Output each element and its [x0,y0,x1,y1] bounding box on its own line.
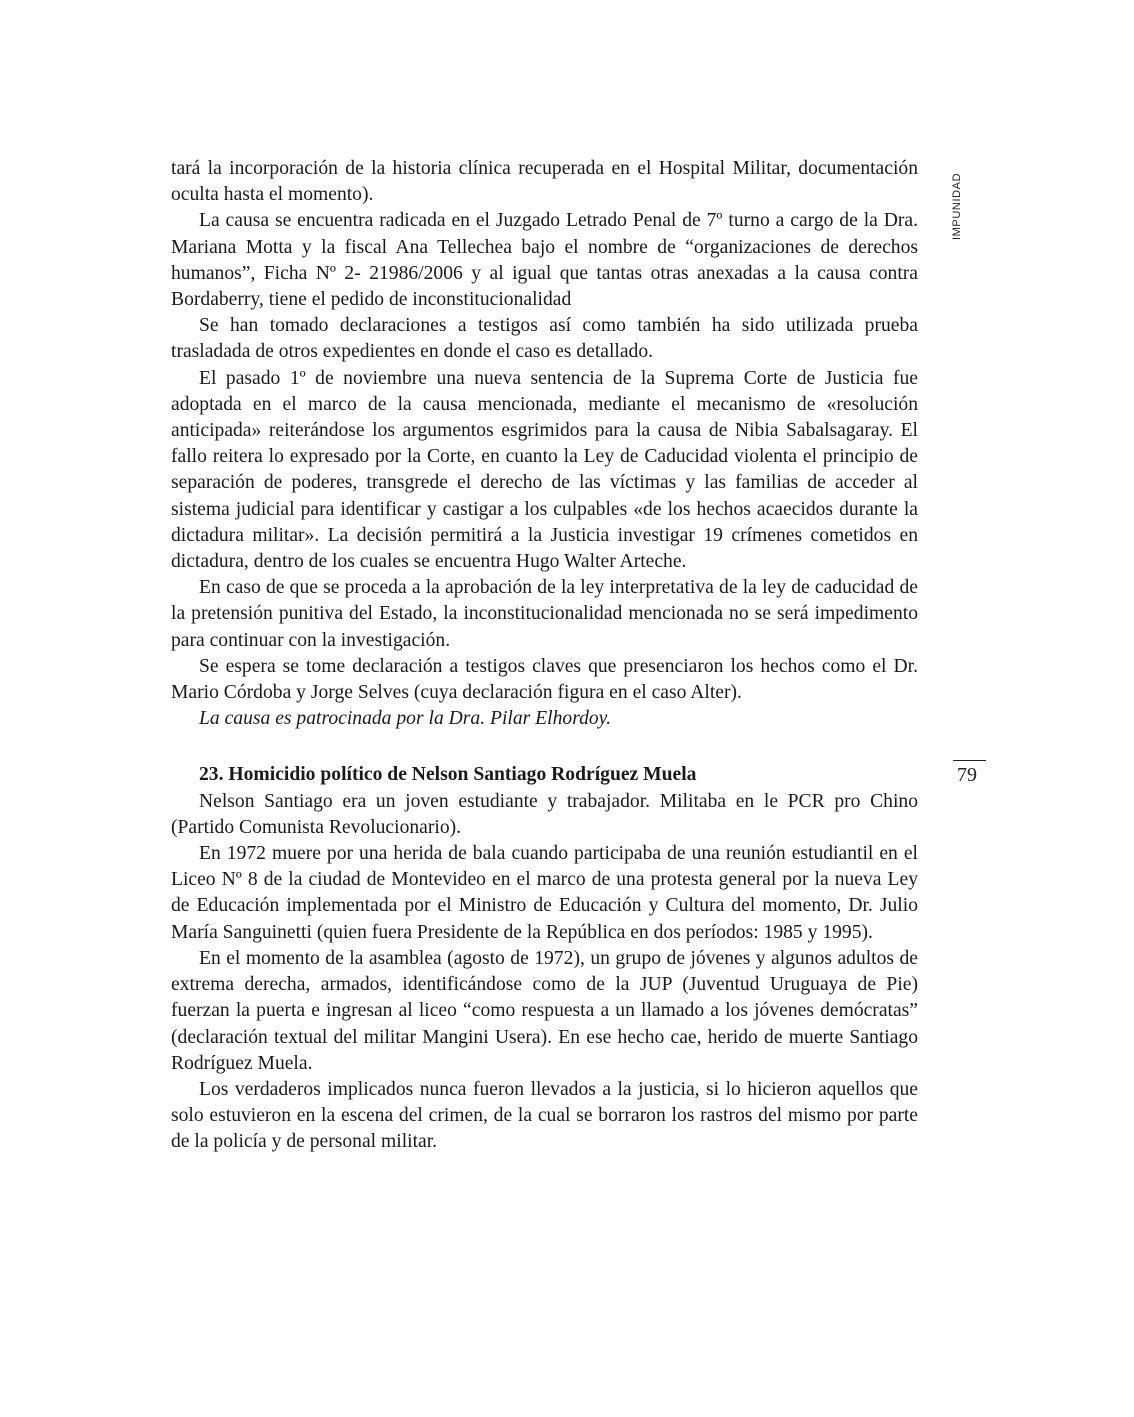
paragraph-continued: tará la incorporación de la historia clínica recuperada en el Hospital Militar, documentación oculta hasta el momento). [171,158,918,206]
paragraph: En el momento de la asamblea (agosto de 1972), un grupo de jóvenes y algunos adultos de extrema derecha, armados, identificándose como de la JUP (Juventud Uruguaya de Pie) fuerzan la puerta e ingresan al liceo “como respuesta a un llamado a los jóvenes demócratas” (declaración textual del militar Mangini Usera). En ese hecho cae, herido de muerte Santiago Rodríguez Muela. [171,947,918,1074]
paragraph: En caso de que se proceda a la aprobación de la ley interpretativa de la ley de caducidad de la pretensión punitiva del Estado, la inconstitucionalidad mencionada no se será impedimento para continuar con la investigación. [171,577,918,651]
page-number-rule [953,760,986,761]
paragraph: Se han tomado declaraciones a testigos así como también ha sido utilizada prueba trasladada de otros expedientes en donde el caso es detallado. [171,315,918,363]
page-number: 79 [957,764,977,786]
page-body [171,156,918,1156]
sponsor-note: La causa es patrocinada por la Dra. Pilar Elhordoy. [199,708,612,730]
paragraph: La causa se encuentra radicada en el Juzgado Letrado Penal de 7º turno a cargo de la Dra. Mariana Motta y la fiscal Ana Tellechea bajo el nombre de “organizaciones de derechos humanos”, Ficha Nº 2- 21986/2006 y al igual que tantas otras anexadas a la causa contra Bordaberry, tiene el pedido de inconstitucionalidad [171,210,918,311]
paragraph: Los verdaderos implicados nunca fueron llevados a la justicia, si lo hicieron aquellos que solo estuvieron en la escena del crimen, de la cual se borraron los rastros del mismo por parte de la policía y de personal militar. [171,1078,918,1153]
section-heading: 23. Homicidio político de Nelson Santiago Rodríguez Muela [199,764,697,786]
paragraph: El pasado 1º de noviembre una nueva sentencia de la Suprema Corte de Justicia fue adoptada en el marco de la causa mencionada, mediante el mecanismo de «resolución anticipada» reiterándose los argumentos esgrimidos para la causa de Nibia Sabalsagaray. El fallo reitera lo expresado por la Corte, en cuanto la Ley de Caducidad violenta el principio de separación de poderes, transgrede el derecho de las víctimas y las familias de acceder al sistema judicial para identificar y castigar a los culpables «de los hechos acaecidos durante la dictadura militar». La decisión permitirá a la Justicia investigar 19 crímenes cometidos en dictadura, dentro de los cuales se encuentra Hugo Walter Arteche. [171,367,918,573]
running-header: IMPUNIDAD [951,172,963,240]
paragraph: En 1972 muere por una herida de bala cuando participaba de una reunión estudiantil en el Liceo Nº 8 de la ciudad de Montevideo en el marco de una protesta general por la nueva Ley de Educación implementada por el Ministro de Educación y Cultura del momento, Dr. Julio María Sanguinetti (quien fuera Presidente de la República en dos períodos: 1985 y 1995). [171,843,918,943]
paragraph: Se espera se tome declaración a testigos claves que presenciaron los hechos como el Dr. Mario Córdoba y Jorge Selves (cuya declaración figura en el caso Alter). [171,655,918,704]
paragraph: Nelson Santiago era un joven estudiante y trabajador. Militaba en le PCR pro Chino (Partido Comunista Revolucionario). [171,790,918,838]
